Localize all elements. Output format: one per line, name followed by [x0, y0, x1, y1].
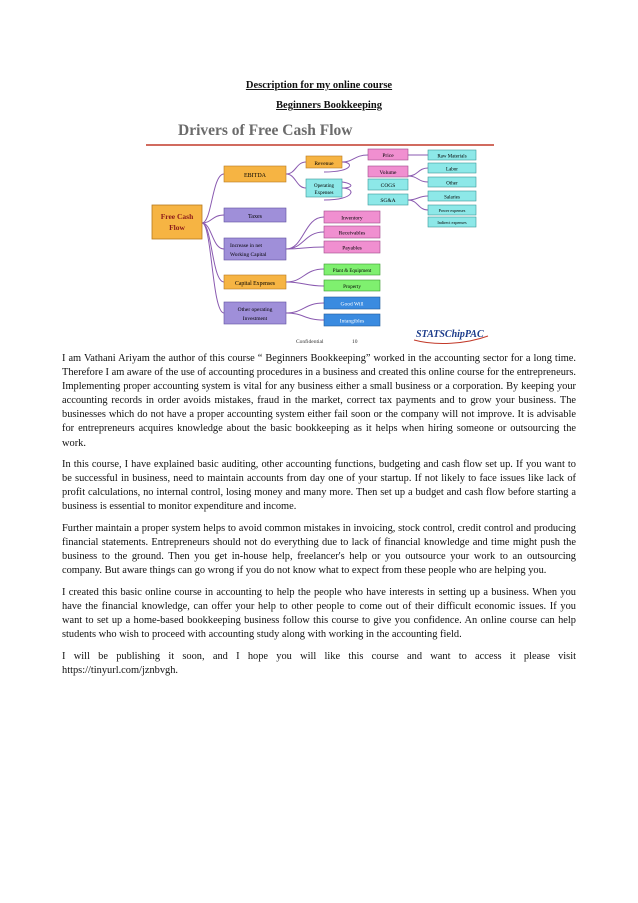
- node-increase-working-capital: [224, 238, 286, 260]
- svg-text:Capital Expenses: Capital Expenses: [234, 281, 276, 287]
- svg-text:Price: Price: [382, 153, 394, 159]
- svg-text:Property: Property: [343, 284, 361, 290]
- svg-text:EBITDA: EBITDA: [244, 173, 266, 179]
- svg-text:Flow: Flow: [169, 223, 185, 232]
- node-property: [324, 280, 380, 291]
- node-operating-expenses: [306, 179, 342, 197]
- node-intangibles: [324, 314, 380, 326]
- node-ebitda: [224, 166, 286, 182]
- svg-text:Labor: Labor: [446, 167, 458, 173]
- node-indirect-expenses: [428, 217, 476, 227]
- svg-text:Inventory: Inventory: [341, 215, 363, 222]
- node-plant-equipment: [324, 264, 380, 275]
- node-receivables: [324, 226, 380, 238]
- node-raw-materials: [428, 150, 476, 160]
- svg-text:Power expenses: Power expenses: [438, 208, 466, 213]
- node-other-operating-investment: [224, 302, 286, 324]
- node-free-cash-flow: [152, 205, 202, 239]
- paragraph-3: Further maintain a proper system helps to avoid common mistakes in invoicing, stock control, credit control and producing financial statements. Entrepreneurs should not do everything due to lack of financial knowledge and time might push the business to the ground. Then you get in-house help, freelancer's help or you outsource your work to an outsourcing company. But aware things can go wrong if you do not know what to expect from these people who are helping you.: [62, 523, 576, 577]
- statschippac-logo: [414, 329, 488, 343]
- node-volume: [368, 166, 408, 177]
- svg-text:Indirect expenses: Indirect expenses: [437, 220, 467, 225]
- svg-text:STATSChipPAC: STATSChipPAC: [416, 329, 484, 340]
- figure-page-number: 10: [352, 339, 358, 345]
- svg-text:Receivables: Receivables: [338, 230, 366, 237]
- document-title: Description for my online course: [245, 80, 393, 91]
- node-cogs: [368, 179, 408, 190]
- svg-text:Increase in net: Increase in net: [230, 243, 263, 249]
- paragraph-1: I am Vathani Ariyam the author of this course “ Beginners Bookkeeping” worked in the accounting sector for a long time. Therefore I am aware of the use of accounting procedures in a business and created this online course for the entrepreneurs. Implementing proper accounting system is vital for any business either a small business or a corporation. By keeping your accounting records in order avoids mistakes, fraud in the market, correct tax payments and to grow your business. The businesses which do not have a proper accounting system either fail soon or the company will not improve. It is advisable for entrepreneurs acquires knowledge about the basic bookkeeping as it helps when hiring someone or outsourcing the work.: [62, 353, 576, 449]
- paragraph-4: I created this basic online course in accounting to help the people who have interests in setting up a business. When you have the financial knowledge, can offer your help to other people to come out of their difficult economic issues. If you want to set up a home-based bookkeeping business follow this course to give you confidence. An online course can help students who wish to proceed with accounting study along with working in the accounting field.: [62, 586, 576, 641]
- node-payables: [324, 241, 380, 253]
- svg-text:Other: Other: [446, 181, 458, 187]
- figure-heading: Drivers of Free Cash Flow: [178, 122, 353, 139]
- svg-text:Payables: Payables: [342, 245, 362, 252]
- svg-text:Raw Materials: Raw Materials: [437, 154, 467, 160]
- node-inventory: [324, 211, 380, 223]
- svg-text:Working Capital: Working Capital: [230, 252, 267, 258]
- node-labor: [428, 163, 476, 173]
- svg-text:Revenue: Revenue: [314, 161, 334, 167]
- svg-text:Investment: Investment: [242, 316, 268, 322]
- svg-text:Salaries: Salaries: [444, 195, 460, 201]
- node-power-expenses: [428, 205, 476, 215]
- svg-text:Expenses: Expenses: [314, 191, 334, 196]
- svg-text:COGS: COGS: [380, 183, 396, 189]
- svg-text:SG&A: SG&A: [380, 198, 396, 204]
- node-salaries: [428, 191, 476, 201]
- figure-confidential: Confidential: [296, 339, 324, 345]
- node-other: [428, 177, 476, 187]
- paragraph-5: I will be publishing it soon, and I hope you will like this course and want to access it please visit https://tinyurl.com/jznbvgh.: [62, 650, 576, 676]
- svg-text:Free Cash: Free Cash: [160, 212, 194, 221]
- svg-text:Volume: Volume: [379, 170, 397, 176]
- svg-text:Plant & Equipment: Plant & Equipment: [332, 269, 372, 274]
- document-subtitle: Beginners Bookkeeping: [276, 100, 382, 111]
- svg-text:Other operating: Other operating: [237, 307, 273, 313]
- paragraph-2: In this course, I have explained basic auditing, other accounting functions, budgeting and cash flow set up. If you want to be successful in business, need to maintain accounts from day one of your startup. If not likely to face issues like lack of profit calculations, no internal control, losing money and many more. Then set up a budget and cash flow before starting a business is essential to monitor expenditure and income.: [62, 459, 576, 513]
- node-revenue: [306, 156, 342, 168]
- svg-text:Good Will: Good Will: [340, 301, 364, 308]
- node-sga: [368, 194, 408, 205]
- svg-text:Intangibles: Intangibles: [339, 318, 365, 325]
- drivers-figure: [146, 116, 494, 350]
- node-good-will: [324, 297, 380, 309]
- node-taxes: [224, 208, 286, 222]
- node-capital-expenses: [224, 275, 286, 289]
- node-price: [368, 149, 408, 160]
- document-body: [62, 352, 576, 685]
- svg-text:Taxes: Taxes: [248, 214, 262, 220]
- svg-text:Operating: Operating: [314, 184, 334, 189]
